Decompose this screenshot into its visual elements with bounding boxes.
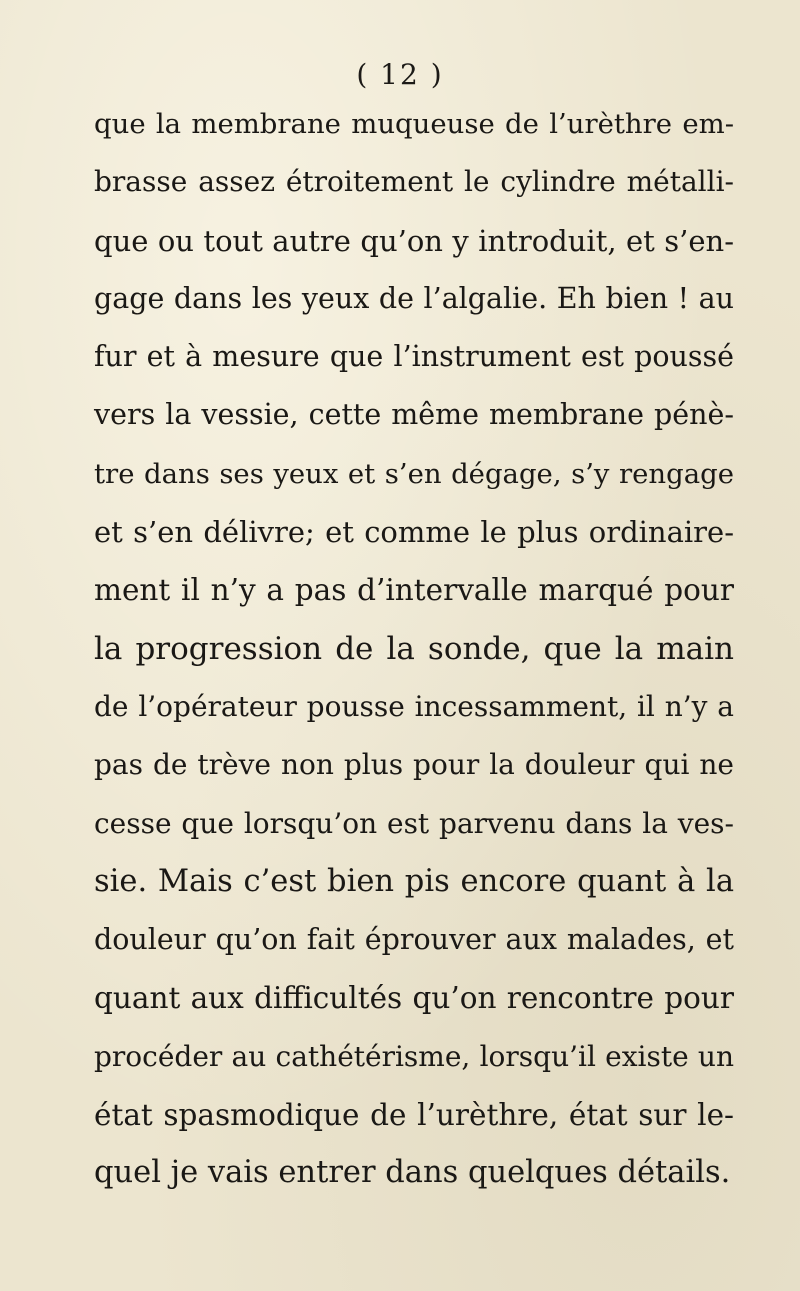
text-line: quant aux difficultés qu’on rencontre pour	[94, 981, 734, 1016]
text-line: brasse assez étroitement le cylindre métalli-	[94, 165, 734, 199]
text-line: pas de trève non plus pour la douleur qui ne	[94, 748, 734, 782]
text-line: fur et à mesure que l’instrument est poussé	[94, 340, 734, 374]
text-line: vers la vessie, cette même membrane pénè-	[94, 398, 734, 432]
text-line: que ou tout autre qu’on y introduit, et s’en-	[94, 223, 734, 258]
text-line: la progression de la sonde, que la main	[94, 630, 734, 667]
text-line: gage dans les yeux de l’algalie. Eh bien ! au	[94, 281, 734, 315]
text-line: douleur qu’on fait éprouver aux malades, et	[94, 923, 734, 957]
text-line: procéder au cathétérisme, lorsqu’il existe un	[94, 1039, 734, 1073]
text-line: tre dans ses yeux et s’en dégage, s’y rengage	[94, 457, 734, 490]
text-line: ment il n’y a pas d’intervalle marqué pour	[94, 573, 734, 608]
text-line: de l’opérateur pousse incessamment, il n’y a	[94, 689, 734, 723]
text-line: et s’en délivre; et comme le plus ordinaire-	[94, 515, 734, 550]
body-text	[94, 95, 734, 1203]
text-line: sie. Mais c’est bien pis encore quant à la	[94, 863, 734, 899]
text-line: quel je vais entrer dans quelques détails.	[94, 1155, 731, 1191]
text-line: que la membrane muqueuse de l’urèthre em-	[94, 108, 734, 140]
text-line: cesse que lorsqu’on est parvenu dans la ves-	[94, 806, 734, 840]
page-number: ( 12 )	[356, 58, 444, 91]
text-line: état spasmodique de l’urèthre, état sur le-	[94, 1098, 734, 1133]
